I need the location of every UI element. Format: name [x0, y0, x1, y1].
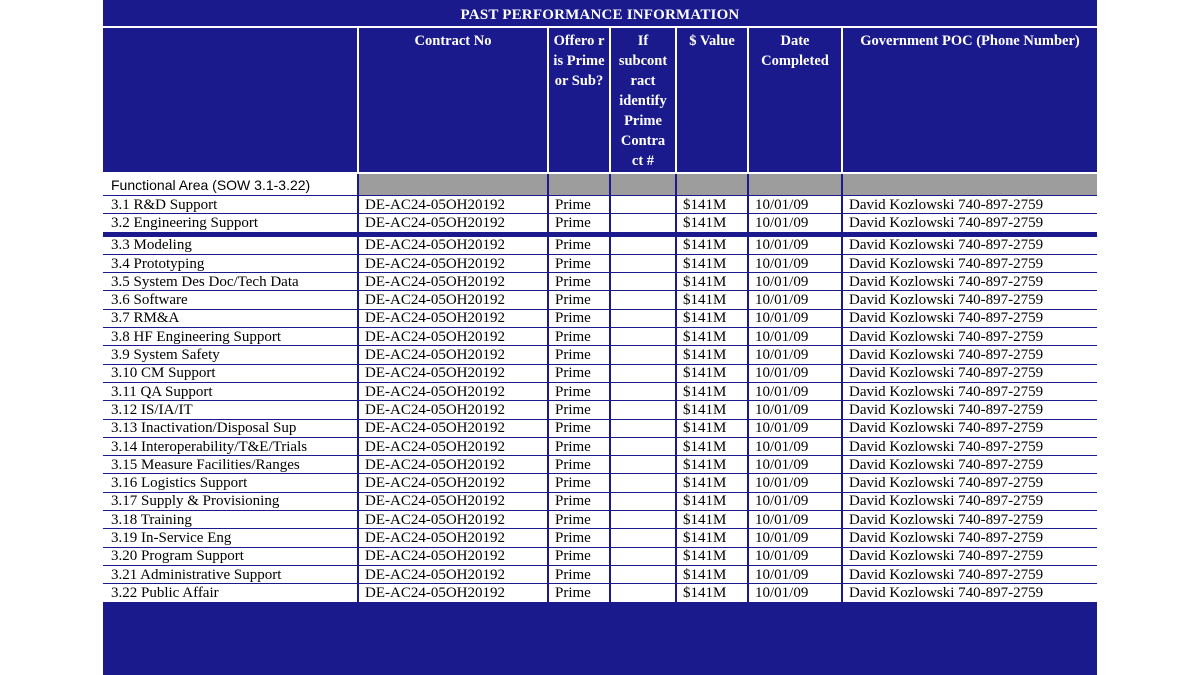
cell-dollar-value: $141M	[676, 437, 748, 455]
cell-government-poc: David Kozlowski 740-897-2759	[842, 196, 1097, 214]
table-row	[103, 364, 1097, 382]
table-row	[103, 511, 1097, 529]
cell-date-completed: 10/01/09	[748, 437, 842, 455]
cell-prime-or-sub: Prime	[548, 196, 610, 214]
past-performance-table	[103, 28, 1097, 603]
cell-dollar-value: $141M	[676, 364, 748, 382]
table-row	[103, 456, 1097, 474]
table-row	[103, 346, 1097, 364]
table-row	[103, 196, 1097, 214]
cell-government-poc: David Kozlowski 740-897-2759	[842, 214, 1097, 234]
cell-contract-no: DE-AC24-05OH20192	[358, 511, 548, 529]
cell-dollar-value: $141M	[676, 492, 748, 510]
cell-date-completed: 10/01/09	[748, 401, 842, 419]
cell-date-completed: 10/01/09	[748, 584, 842, 602]
cell-dollar-value: $141M	[676, 456, 748, 474]
cell-prime-contract-number	[610, 529, 676, 547]
cell-contract-no: DE-AC24-05OH20192	[358, 584, 548, 602]
cell-government-poc: David Kozlowski 740-897-2759	[842, 328, 1097, 346]
cell-dollar-value: $141M	[676, 419, 748, 437]
cell-government-poc: David Kozlowski 740-897-2759	[842, 309, 1097, 327]
cell-government-poc: David Kozlowski 740-897-2759	[842, 565, 1097, 583]
document-title: PAST PERFORMANCE INFORMATION	[460, 7, 740, 23]
cell-government-poc: David Kozlowski 740-897-2759	[842, 437, 1097, 455]
cell-prime-contract-number	[610, 234, 676, 254]
cell-prime-contract-number	[610, 456, 676, 474]
header-contract-no: Contract No	[358, 28, 548, 173]
shaded-cell	[610, 173, 676, 196]
cell-functional-area: 3.2 Engineering Support	[103, 214, 358, 234]
cell-government-poc: David Kozlowski 740-897-2759	[842, 273, 1097, 291]
cell-functional-area: 3.18 Training	[103, 511, 358, 529]
cell-functional-area: 3.6 Software	[103, 291, 358, 309]
cell-prime-or-sub: Prime	[548, 584, 610, 602]
cell-contract-no: DE-AC24-05OH20192	[358, 492, 548, 510]
cell-contract-no: DE-AC24-05OH20192	[358, 273, 548, 291]
cell-prime-or-sub: Prime	[548, 437, 610, 455]
table-row	[103, 584, 1097, 602]
cell-prime-contract-number	[610, 401, 676, 419]
cell-contract-no: DE-AC24-05OH20192	[358, 346, 548, 364]
cell-date-completed: 10/01/09	[748, 309, 842, 327]
table-row	[103, 382, 1097, 400]
cell-functional-area: 3.17 Supply & Provisioning	[103, 492, 358, 510]
table-row	[103, 529, 1097, 547]
cell-contract-no: DE-AC24-05OH20192	[358, 419, 548, 437]
cell-functional-area: 3.15 Measure Facilities/Ranges	[103, 456, 358, 474]
cell-government-poc: David Kozlowski 740-897-2759	[842, 254, 1097, 272]
cell-prime-contract-number	[610, 346, 676, 364]
cell-date-completed: 10/01/09	[748, 474, 842, 492]
cell-dollar-value: $141M	[676, 584, 748, 602]
cell-dollar-value: $141M	[676, 196, 748, 214]
cell-prime-or-sub: Prime	[548, 419, 610, 437]
cell-prime-or-sub: Prime	[548, 291, 610, 309]
cell-contract-no: DE-AC24-05OH20192	[358, 234, 548, 254]
cell-functional-area: 3.8 HF Engineering Support	[103, 328, 358, 346]
cell-date-completed: 10/01/09	[748, 346, 842, 364]
cell-functional-area: 3.4 Prototyping	[103, 254, 358, 272]
cell-functional-area: 3.19 In-Service Eng	[103, 529, 358, 547]
cell-contract-no: DE-AC24-05OH20192	[358, 382, 548, 400]
table-row	[103, 291, 1097, 309]
cell-contract-no: DE-AC24-05OH20192	[358, 364, 548, 382]
shaded-cell	[358, 173, 548, 196]
cell-contract-no: DE-AC24-05OH20192	[358, 291, 548, 309]
cell-functional-area: 3.20 Program Support	[103, 547, 358, 565]
cell-prime-or-sub: Prime	[548, 214, 610, 234]
cell-prime-or-sub: Prime	[548, 547, 610, 565]
cell-contract-no: DE-AC24-05OH20192	[358, 456, 548, 474]
cell-date-completed: 10/01/09	[748, 529, 842, 547]
cell-date-completed: 10/01/09	[748, 511, 842, 529]
cell-date-completed: 10/01/09	[748, 419, 842, 437]
cell-contract-no: DE-AC24-05OH20192	[358, 474, 548, 492]
cell-government-poc: David Kozlowski 740-897-2759	[842, 492, 1097, 510]
table-row	[103, 328, 1097, 346]
cell-functional-area: 3.5 System Des Doc/Tech Data	[103, 273, 358, 291]
header-functional-area	[103, 28, 358, 173]
cell-dollar-value: $141M	[676, 273, 748, 291]
cell-prime-contract-number	[610, 364, 676, 382]
header-dollar-value: $ Value	[676, 28, 748, 173]
table-row	[103, 547, 1097, 565]
cell-prime-contract-number	[610, 196, 676, 214]
cell-dollar-value: $141M	[676, 291, 748, 309]
cell-functional-area: 3.12 IS/IA/IT	[103, 401, 358, 419]
cell-prime-or-sub: Prime	[548, 474, 610, 492]
cell-prime-contract-number	[610, 584, 676, 602]
cell-date-completed: 10/01/09	[748, 234, 842, 254]
cell-dollar-value: $141M	[676, 214, 748, 234]
cell-functional-area: 3.3 Modeling	[103, 234, 358, 254]
cell-prime-or-sub: Prime	[548, 328, 610, 346]
cell-dollar-value: $141M	[676, 254, 748, 272]
cell-government-poc: David Kozlowski 740-897-2759	[842, 419, 1097, 437]
cell-prime-contract-number	[610, 214, 676, 234]
header-government-poc: Government POC (Phone Number)	[842, 28, 1097, 173]
cell-date-completed: 10/01/09	[748, 547, 842, 565]
cell-dollar-value: $141M	[676, 309, 748, 327]
cell-date-completed: 10/01/09	[748, 492, 842, 510]
cell-prime-or-sub: Prime	[548, 234, 610, 254]
cell-prime-or-sub: Prime	[548, 565, 610, 583]
cell-prime-or-sub: Prime	[548, 273, 610, 291]
cell-government-poc: David Kozlowski 740-897-2759	[842, 547, 1097, 565]
cell-prime-or-sub: Prime	[548, 529, 610, 547]
cell-prime-or-sub: Prime	[548, 254, 610, 272]
cell-government-poc: David Kozlowski 740-897-2759	[842, 364, 1097, 382]
cell-government-poc: David Kozlowski 740-897-2759	[842, 456, 1097, 474]
cell-government-poc: David Kozlowski 740-897-2759	[842, 346, 1097, 364]
cell-date-completed: 10/01/09	[748, 328, 842, 346]
cell-contract-no: DE-AC24-05OH20192	[358, 547, 548, 565]
cell-government-poc: David Kozlowski 740-897-2759	[842, 382, 1097, 400]
cell-date-completed: 10/01/09	[748, 273, 842, 291]
cell-date-completed: 10/01/09	[748, 456, 842, 474]
cell-dollar-value: $141M	[676, 547, 748, 565]
cell-date-completed: 10/01/09	[748, 565, 842, 583]
cell-government-poc: David Kozlowski 740-897-2759	[842, 401, 1097, 419]
cell-functional-area: 3.22 Public Affair	[103, 584, 358, 602]
header-date-completed: Date Completed	[748, 28, 842, 173]
cell-prime-contract-number	[610, 419, 676, 437]
cell-contract-no: DE-AC24-05OH20192	[358, 328, 548, 346]
table-row	[103, 214, 1097, 234]
cell-prime-contract-number	[610, 291, 676, 309]
cell-contract-no: DE-AC24-05OH20192	[358, 565, 548, 583]
table-header-row	[103, 28, 1097, 173]
cell-contract-no: DE-AC24-05OH20192	[358, 214, 548, 234]
table-row	[103, 419, 1097, 437]
cell-date-completed: 10/01/09	[748, 254, 842, 272]
cell-dollar-value: $141M	[676, 328, 748, 346]
cell-prime-contract-number	[610, 328, 676, 346]
table-row	[103, 437, 1097, 455]
cell-government-poc: David Kozlowski 740-897-2759	[842, 511, 1097, 529]
cell-date-completed: 10/01/09	[748, 291, 842, 309]
cell-dollar-value: $141M	[676, 565, 748, 583]
cell-functional-area: 3.10 CM Support	[103, 364, 358, 382]
table-row	[103, 565, 1097, 583]
cell-date-completed: 10/01/09	[748, 364, 842, 382]
cell-contract-no: DE-AC24-05OH20192	[358, 529, 548, 547]
cell-dollar-value: $141M	[676, 346, 748, 364]
cell-government-poc: David Kozlowski 740-897-2759	[842, 584, 1097, 602]
cell-prime-contract-number	[610, 547, 676, 565]
cell-government-poc: David Kozlowski 740-897-2759	[842, 529, 1097, 547]
cell-prime-or-sub: Prime	[548, 456, 610, 474]
cell-contract-no: DE-AC24-05OH20192	[358, 309, 548, 327]
cell-prime-or-sub: Prime	[548, 511, 610, 529]
table-row	[103, 273, 1097, 291]
cell-functional-area: 3.14 Interoperability/T&E/Trials	[103, 437, 358, 455]
cell-prime-or-sub: Prime	[548, 346, 610, 364]
cell-government-poc: David Kozlowski 740-897-2759	[842, 234, 1097, 254]
cell-prime-contract-number	[610, 437, 676, 455]
cell-dollar-value: $141M	[676, 474, 748, 492]
cell-dollar-value: $141M	[676, 511, 748, 529]
cell-dollar-value: $141M	[676, 382, 748, 400]
cell-prime-contract-number	[610, 254, 676, 272]
cell-functional-area: 3.9 System Safety	[103, 346, 358, 364]
cell-contract-no: DE-AC24-05OH20192	[358, 401, 548, 419]
cell-prime-contract-number	[610, 273, 676, 291]
cell-dollar-value: $141M	[676, 529, 748, 547]
cell-prime-or-sub: Prime	[548, 401, 610, 419]
shaded-cell	[748, 173, 842, 196]
cell-prime-contract-number	[610, 382, 676, 400]
cell-contract-no: DE-AC24-05OH20192	[358, 254, 548, 272]
cell-prime-or-sub: Prime	[548, 382, 610, 400]
table-row	[103, 492, 1097, 510]
cell-dollar-value: $141M	[676, 234, 748, 254]
shaded-cell	[676, 173, 748, 196]
table-row	[103, 474, 1097, 492]
cell-date-completed: 10/01/09	[748, 382, 842, 400]
header-prime-or-sub: Offero r is Prime or Sub?	[548, 28, 610, 173]
cell-contract-no: DE-AC24-05OH20192	[358, 196, 548, 214]
cell-prime-or-sub: Prime	[548, 492, 610, 510]
table-row	[103, 309, 1097, 327]
cell-functional-area: 3.7 RM&A	[103, 309, 358, 327]
cell-prime-contract-number	[610, 565, 676, 583]
cell-date-completed: 10/01/09	[748, 214, 842, 234]
cell-government-poc: David Kozlowski 740-897-2759	[842, 474, 1097, 492]
shaded-cell	[548, 173, 610, 196]
cell-prime-contract-number	[610, 474, 676, 492]
cell-functional-area: 3.16 Logistics Support	[103, 474, 358, 492]
cell-dollar-value: $141M	[676, 401, 748, 419]
cell-functional-area: 3.13 Inactivation/Disposal Sup	[103, 419, 358, 437]
cell-date-completed: 10/01/09	[748, 196, 842, 214]
cell-prime-contract-number	[610, 492, 676, 510]
table-row	[103, 234, 1097, 254]
past-performance-document	[103, 0, 1097, 675]
cell-contract-no: DE-AC24-05OH20192	[358, 437, 548, 455]
header-prime-contract-number: If subcont ract identify Prime Contra ct #	[610, 28, 676, 173]
cell-prime-contract-number	[610, 511, 676, 529]
table-row	[103, 401, 1097, 419]
cell-prime-contract-number	[610, 309, 676, 327]
cell-prime-or-sub: Prime	[548, 309, 610, 327]
cell-functional-area: 3.1 R&D Support	[103, 196, 358, 214]
cell-prime-or-sub: Prime	[548, 364, 610, 382]
cell-functional-area: 3.11 QA Support	[103, 382, 358, 400]
cell-functional-area: 3.21 Administrative Support	[103, 565, 358, 583]
cell-government-poc: David Kozlowski 740-897-2759	[842, 291, 1097, 309]
functional-area-label: Functional Area (SOW 3.1-3.22)	[103, 173, 358, 196]
table-row	[103, 254, 1097, 272]
shaded-cell	[842, 173, 1097, 196]
functional-area-row	[103, 173, 1097, 196]
